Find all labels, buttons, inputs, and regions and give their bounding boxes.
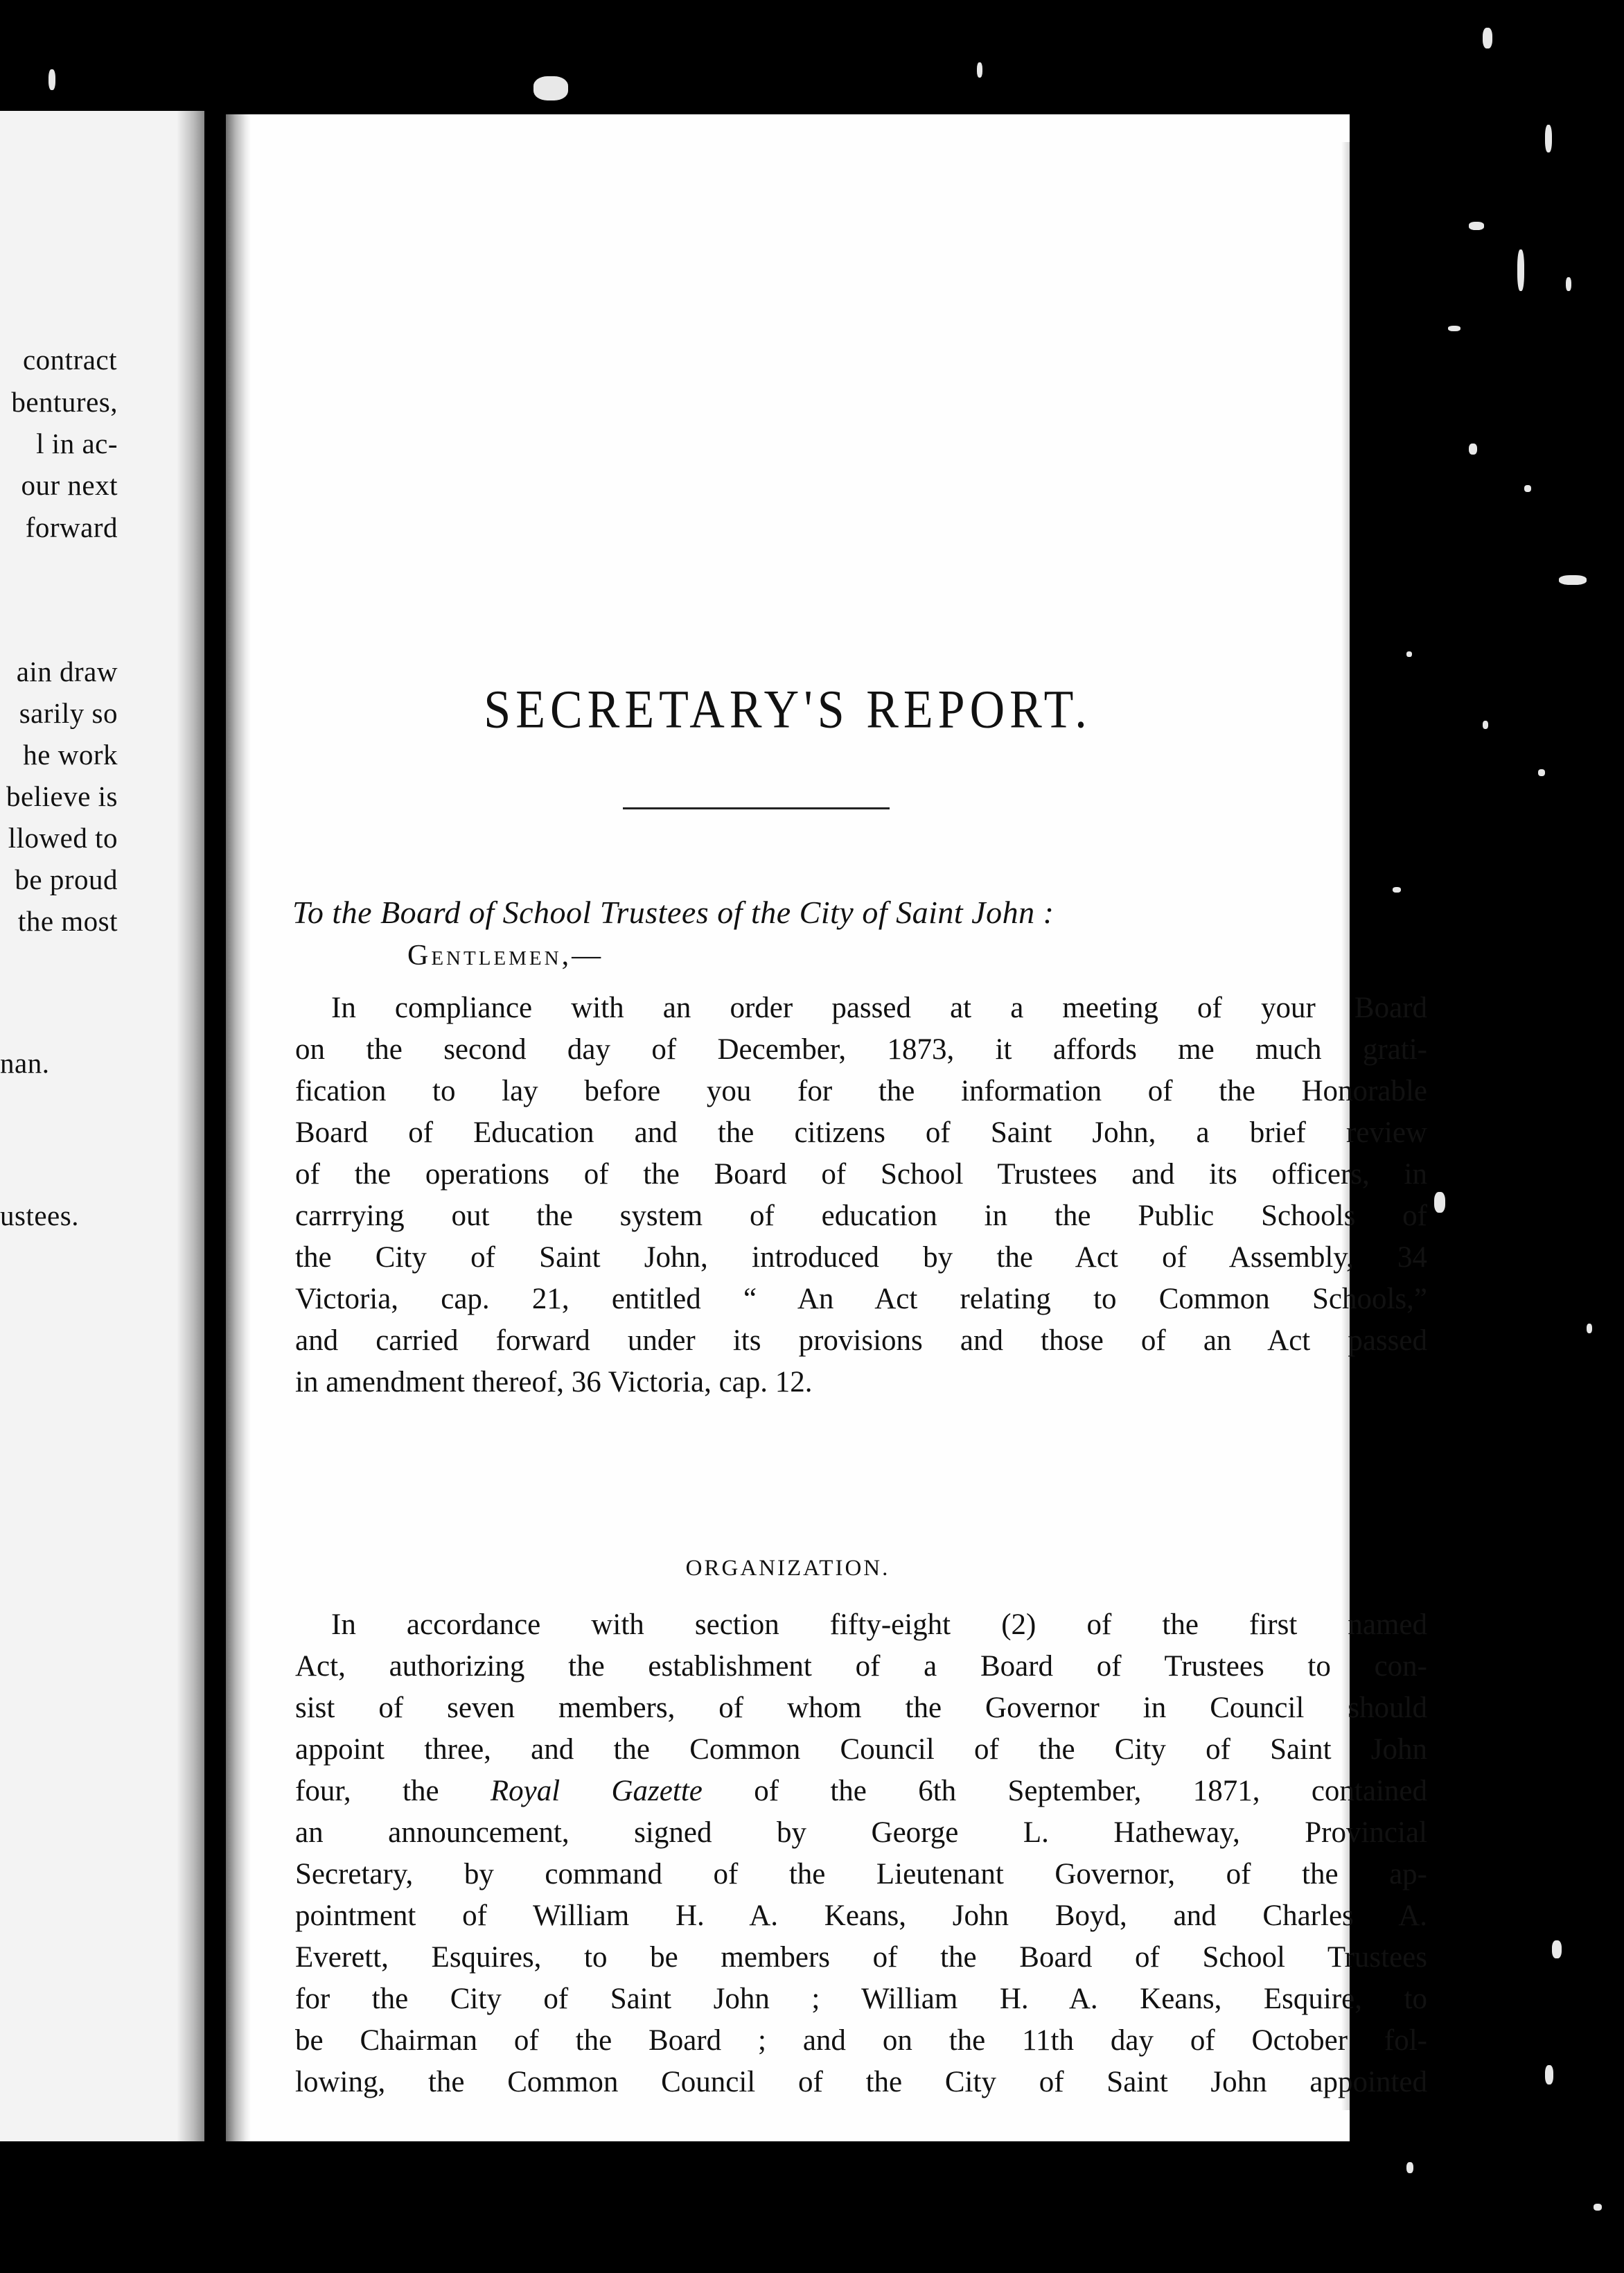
text-line: In accordance with section fifty-eight (2) of the first named: [331, 1608, 1427, 1641]
text-line: Everett, Esquires, to be members of the Board of School Trustees: [295, 1941, 1427, 1974]
left-page-line: he work: [23, 739, 118, 771]
left-page-line: l in ac-: [36, 428, 118, 459]
page-gutter: [177, 111, 204, 2141]
text-line: the City of Saint John, introduced by the Act of Assembly, 34: [295, 1241, 1427, 1274]
text-line: of the operations of the Board of School Trustees and its officers, in: [295, 1158, 1427, 1191]
left-page-line: llowed to: [8, 822, 118, 854]
salutation: To the Board of School Trustees of the City of Saint John :: [292, 895, 1054, 930]
speck: [1406, 651, 1412, 657]
text-line: Act, authorizing the establishment of a Board of Trustees to con-: [295, 1650, 1427, 1683]
speck: [1559, 575, 1587, 585]
speck: [533, 76, 568, 100]
speck: [1566, 277, 1571, 291]
speck: [1594, 2204, 1602, 2211]
text-line: Secretary, by command of the Lieutenant Governor, of the ap-: [295, 1858, 1427, 1890]
text-line: be Chairman of the Board ; and on the 11th day of October fol-: [295, 2024, 1427, 2057]
speck: [1517, 249, 1524, 291]
left-page-line: forward: [25, 511, 118, 543]
left-page-line: our next: [21, 469, 118, 501]
speck: [1483, 28, 1492, 49]
speck: [977, 62, 982, 78]
text-line: appoint three, and the Common Council of the City of Saint John: [295, 1733, 1427, 1766]
text-line: for the City of Saint John ; William H. A. Keans, Esquire, to: [295, 1983, 1427, 2015]
left-page-line: sarily so: [19, 697, 118, 729]
previous-page: [0, 111, 204, 2141]
newspaper-name: Royal Gazette: [490, 1775, 703, 1807]
left-page-line: the most: [17, 905, 118, 937]
page-title: SECRETARY'S REPORT.: [484, 680, 1092, 740]
speck: [1587, 1324, 1592, 1333]
left-page-line: believe is: [6, 780, 118, 812]
title-divider: [623, 807, 890, 809]
text-line: on the second day of December, 1873, it affords me much grati-: [295, 1033, 1427, 1066]
speck: [1434, 1192, 1445, 1213]
left-page-line: ustees.: [0, 1200, 79, 1231]
speck: [1483, 721, 1488, 729]
report-page: [226, 114, 1427, 2141]
greeting: Gentlemen,—: [407, 940, 604, 972]
speck: [1406, 2162, 1413, 2173]
speck: [48, 69, 55, 90]
text-line: sist of seven members, of whom the Governor in Council should: [295, 1692, 1427, 1724]
left-page-line: be proud: [15, 863, 118, 895]
text-line: an announcement, signed by George L. Hatheway, Provincial: [295, 1816, 1427, 1849]
speck: [1524, 485, 1531, 492]
text-line: fication to lay before you for the information of the Honorable: [295, 1075, 1427, 1107]
speck: [1469, 222, 1484, 230]
text-line: Victoria, cap. 21, entitled “ An Act relating to Common Schools,”: [295, 1283, 1427, 1315]
left-page-line: nan.: [0, 1047, 50, 1079]
text-line: lowing, the Common Council of the City of Saint John appointed: [295, 2066, 1427, 2098]
text-line: in amendment thereof, 36 Victoria, cap. 12.: [295, 1366, 813, 1398]
speck: [1538, 769, 1545, 776]
page-spine-shadow: [226, 114, 251, 2141]
text-line: carrrying out the system of education in the Public Schools of: [295, 1200, 1427, 1232]
left-page-line: bentures,: [11, 386, 118, 418]
speck: [1552, 1940, 1562, 1958]
speck: [1469, 444, 1477, 455]
text-line: four, the Royal Gazette of the 6th September, 1871, contained: [295, 1775, 1427, 1807]
left-page-line: contract: [22, 344, 117, 376]
speck: [1545, 2065, 1553, 2085]
text-line: pointment of William H. A. Keans, John Boyd, and Charles A.: [295, 1899, 1427, 1932]
section-heading: ORGANIZATION.: [685, 1556, 890, 1581]
left-page-line: ain draw: [16, 656, 118, 687]
text-line: In compliance with an order passed at a meeting of your Board: [331, 992, 1427, 1024]
text-line: Board of Education and the citizens of Saint John, a brief review: [295, 1116, 1427, 1149]
speck: [1545, 125, 1552, 152]
speck: [1448, 326, 1460, 331]
text-line: and carried forward under its provisions and those of an Act passed: [295, 1324, 1427, 1357]
speck: [1393, 887, 1401, 893]
